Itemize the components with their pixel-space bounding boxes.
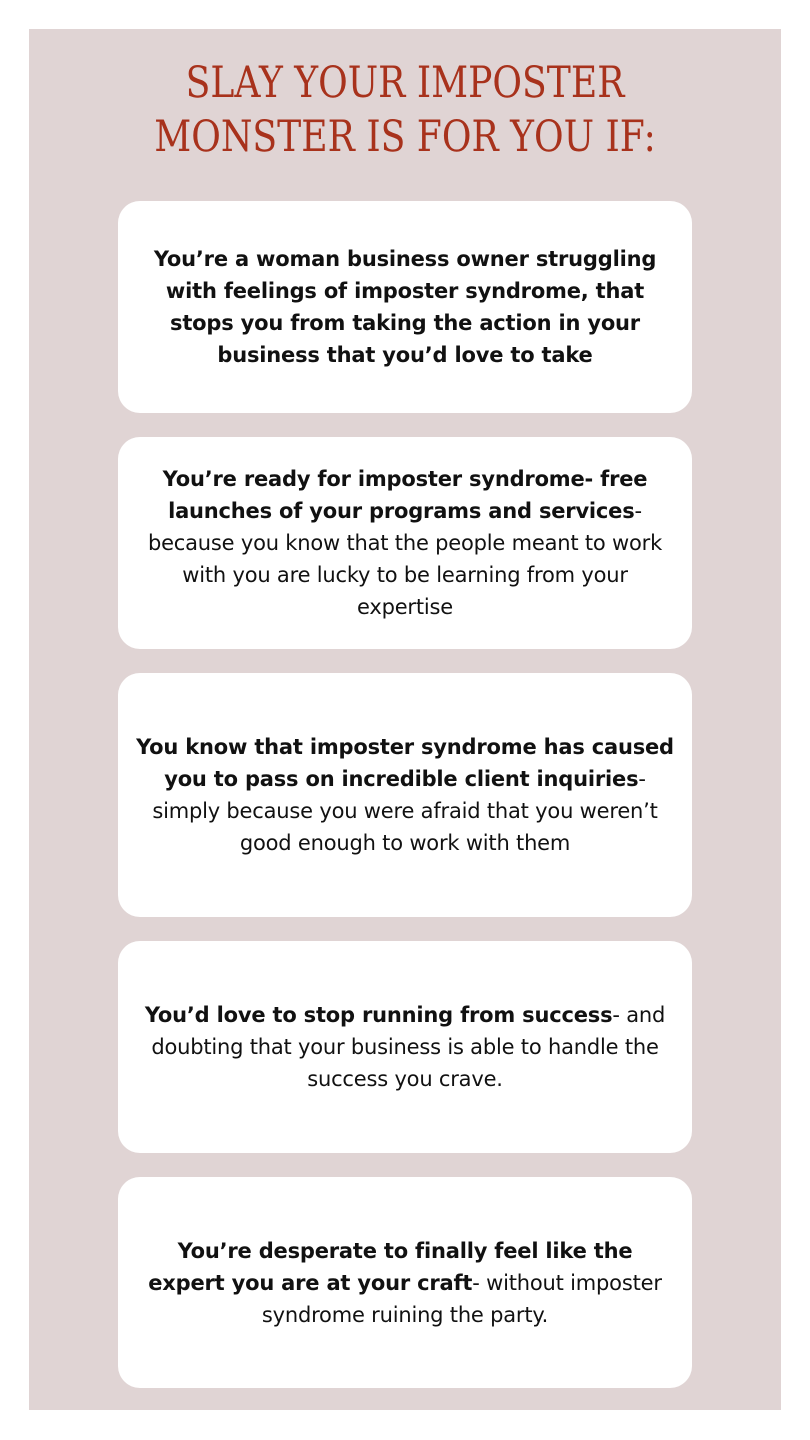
criteria-normal-text: - and doubting that your business is able to handle the success you crave.: [151, 1003, 666, 1091]
criteria-normal-text: - because you know that the people meant to work with you are lucky to be learning from your expertise: [147, 499, 663, 619]
criteria-card-2: [118, 437, 692, 649]
criteria-bold-text: You know that imposter syndrome has caused you to pass on incredible client inquiries: [136, 735, 674, 791]
criteria-text: [136, 1235, 674, 1331]
criteria-card-3: [118, 673, 692, 917]
title-line-2: MONSTER IS FOR YOU IF:: [154, 112, 656, 162]
criteria-normal-text: - without imposter syndrome ruining the party.: [261, 1270, 662, 1327]
criteria-card-5: [118, 1177, 692, 1388]
criteria-text: [136, 731, 674, 859]
title-line-1: SLAY YOUR IMPOSTER: [185, 58, 625, 108]
criteria-card-1: [118, 201, 692, 413]
criteria-bold-text: You’re ready for imposter syndrome- free launches of your programs and services: [162, 467, 648, 523]
criteria-card-4: [118, 941, 692, 1153]
criteria-normal-text: - simply because you were afraid that you weren’t good enough to work with them: [152, 767, 658, 855]
criteria-bold-text: You’d love to stop running from success: [144, 1003, 613, 1027]
page-title: [65, 56, 745, 164]
criteria-bold-text: You’re a woman business owner struggling with feelings of imposter syndrome, that stops you from taking the action in your business that you’d love to take: [153, 247, 657, 367]
criteria-text: [136, 243, 674, 371]
criteria-text: [136, 999, 674, 1095]
criteria-text: [136, 463, 674, 623]
criteria-bold-text: You’re desperate to finally feel like the expert you are at your craft: [148, 1238, 633, 1295]
